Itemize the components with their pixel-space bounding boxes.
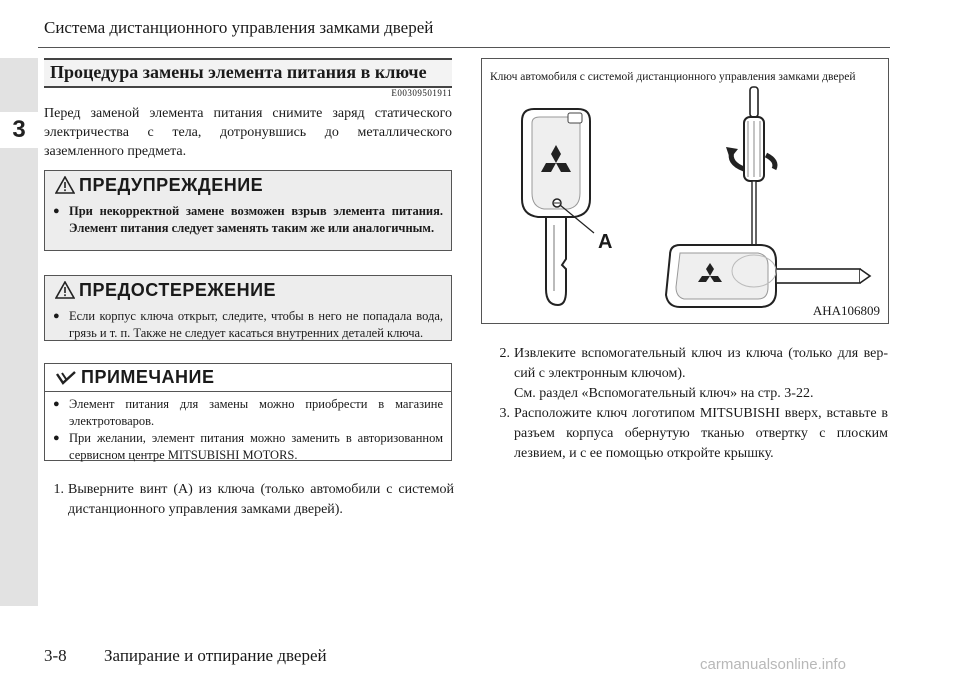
warning-item-text: При некорректной замене возможен взрыв элемента питания. Элемент питания следует заменять таким же или аналогичным. bbox=[69, 204, 443, 235]
note-header bbox=[45, 364, 451, 392]
note-check-icon bbox=[55, 370, 77, 386]
page-number: 3-8 bbox=[44, 646, 67, 665]
key-illustration bbox=[482, 59, 890, 325]
list-item bbox=[53, 203, 443, 237]
list-item bbox=[53, 308, 443, 342]
note-body bbox=[45, 392, 451, 470]
step-text: См. раздел «Вспомогательный ключ» на стр. 3-22. bbox=[514, 386, 814, 401]
section-code: E00309501911 bbox=[391, 88, 452, 98]
warning-body bbox=[45, 199, 451, 243]
footer-title: Запирание и отпирание дверей bbox=[104, 646, 327, 665]
intro-paragraph: Перед заменой элемента питания снимите заряд статического электричества с тела, дотронувшись до металлического заземленного предмета. bbox=[44, 106, 452, 159]
figure-label-a: A bbox=[598, 231, 613, 253]
steps-left bbox=[44, 480, 454, 520]
list-item bbox=[53, 396, 443, 430]
step-number: 2. bbox=[499, 346, 510, 361]
caution-box bbox=[44, 275, 452, 341]
step-text: Расположите ключ логотипом MITSUBISHI вверх, вставьте в разъем корпуса обернутую тканью отвертку с плоским лезвием, и с ее помощью откройте крышку. bbox=[514, 406, 888, 461]
running-header: Система дистанционного управления замками дверей bbox=[44, 18, 434, 37]
bullet-icon: ● bbox=[53, 398, 60, 410]
chapter-number: 3 bbox=[12, 116, 26, 143]
steps-right bbox=[490, 344, 888, 464]
step-item bbox=[44, 480, 454, 520]
step-item bbox=[490, 384, 888, 404]
caution-header bbox=[45, 276, 451, 304]
warning-title: ПРЕДУПРЕЖДЕНИЕ bbox=[79, 174, 264, 195]
warning-box bbox=[44, 170, 452, 251]
warning-triangle-icon bbox=[55, 176, 75, 194]
watermark: carmanualsonline.info bbox=[700, 656, 846, 673]
figure-caption: Ключ автомобиля с системой дистанционного управления замками дверей bbox=[490, 71, 856, 83]
caution-triangle-icon bbox=[55, 281, 75, 299]
step-number: 1. bbox=[53, 482, 64, 497]
header-rule bbox=[38, 47, 890, 48]
warning-header bbox=[45, 171, 451, 199]
step-text: Выверните винт (A) из ключа (только автомобили с системой дистанционного управления замками дверей). bbox=[68, 482, 454, 517]
list-item bbox=[53, 430, 443, 464]
caution-body bbox=[45, 304, 451, 348]
bullet-icon: ● bbox=[53, 310, 60, 322]
section-title: Процедура замены элемента питания в ключе bbox=[44, 58, 452, 88]
caution-item-text: Если корпус ключа открыт, следите, чтобы в него не попадала вода, грязь и т. п. Также не следует касаться внутренних деталей ключа. bbox=[69, 309, 443, 340]
note-item-text: Элемент питания для замены можно приобрести в магазине электротоваров. bbox=[69, 397, 443, 428]
caution-title: ПРЕДОСТЕРЕЖЕНИЕ bbox=[79, 279, 277, 300]
note-title: ПРИМЕЧАНИЕ bbox=[81, 367, 215, 387]
step-item bbox=[490, 404, 888, 464]
step-item bbox=[490, 344, 888, 384]
figure-code: AHA106809 bbox=[812, 303, 880, 318]
step-number bbox=[490, 384, 514, 404]
bullet-icon: ● bbox=[53, 432, 60, 444]
bullet-icon: ● bbox=[53, 205, 60, 217]
note-box bbox=[44, 363, 452, 461]
key-figure bbox=[481, 58, 889, 324]
step-text: Извлеките вспомогательный ключ из ключа (только для вер-сий с электронным ключом). bbox=[514, 346, 888, 381]
step-number: 3. bbox=[499, 406, 510, 421]
note-item-text: При желании, элемент питания можно заменить в авторизованном сервисном центре MITSUBISHI MOTORS. bbox=[69, 431, 443, 462]
